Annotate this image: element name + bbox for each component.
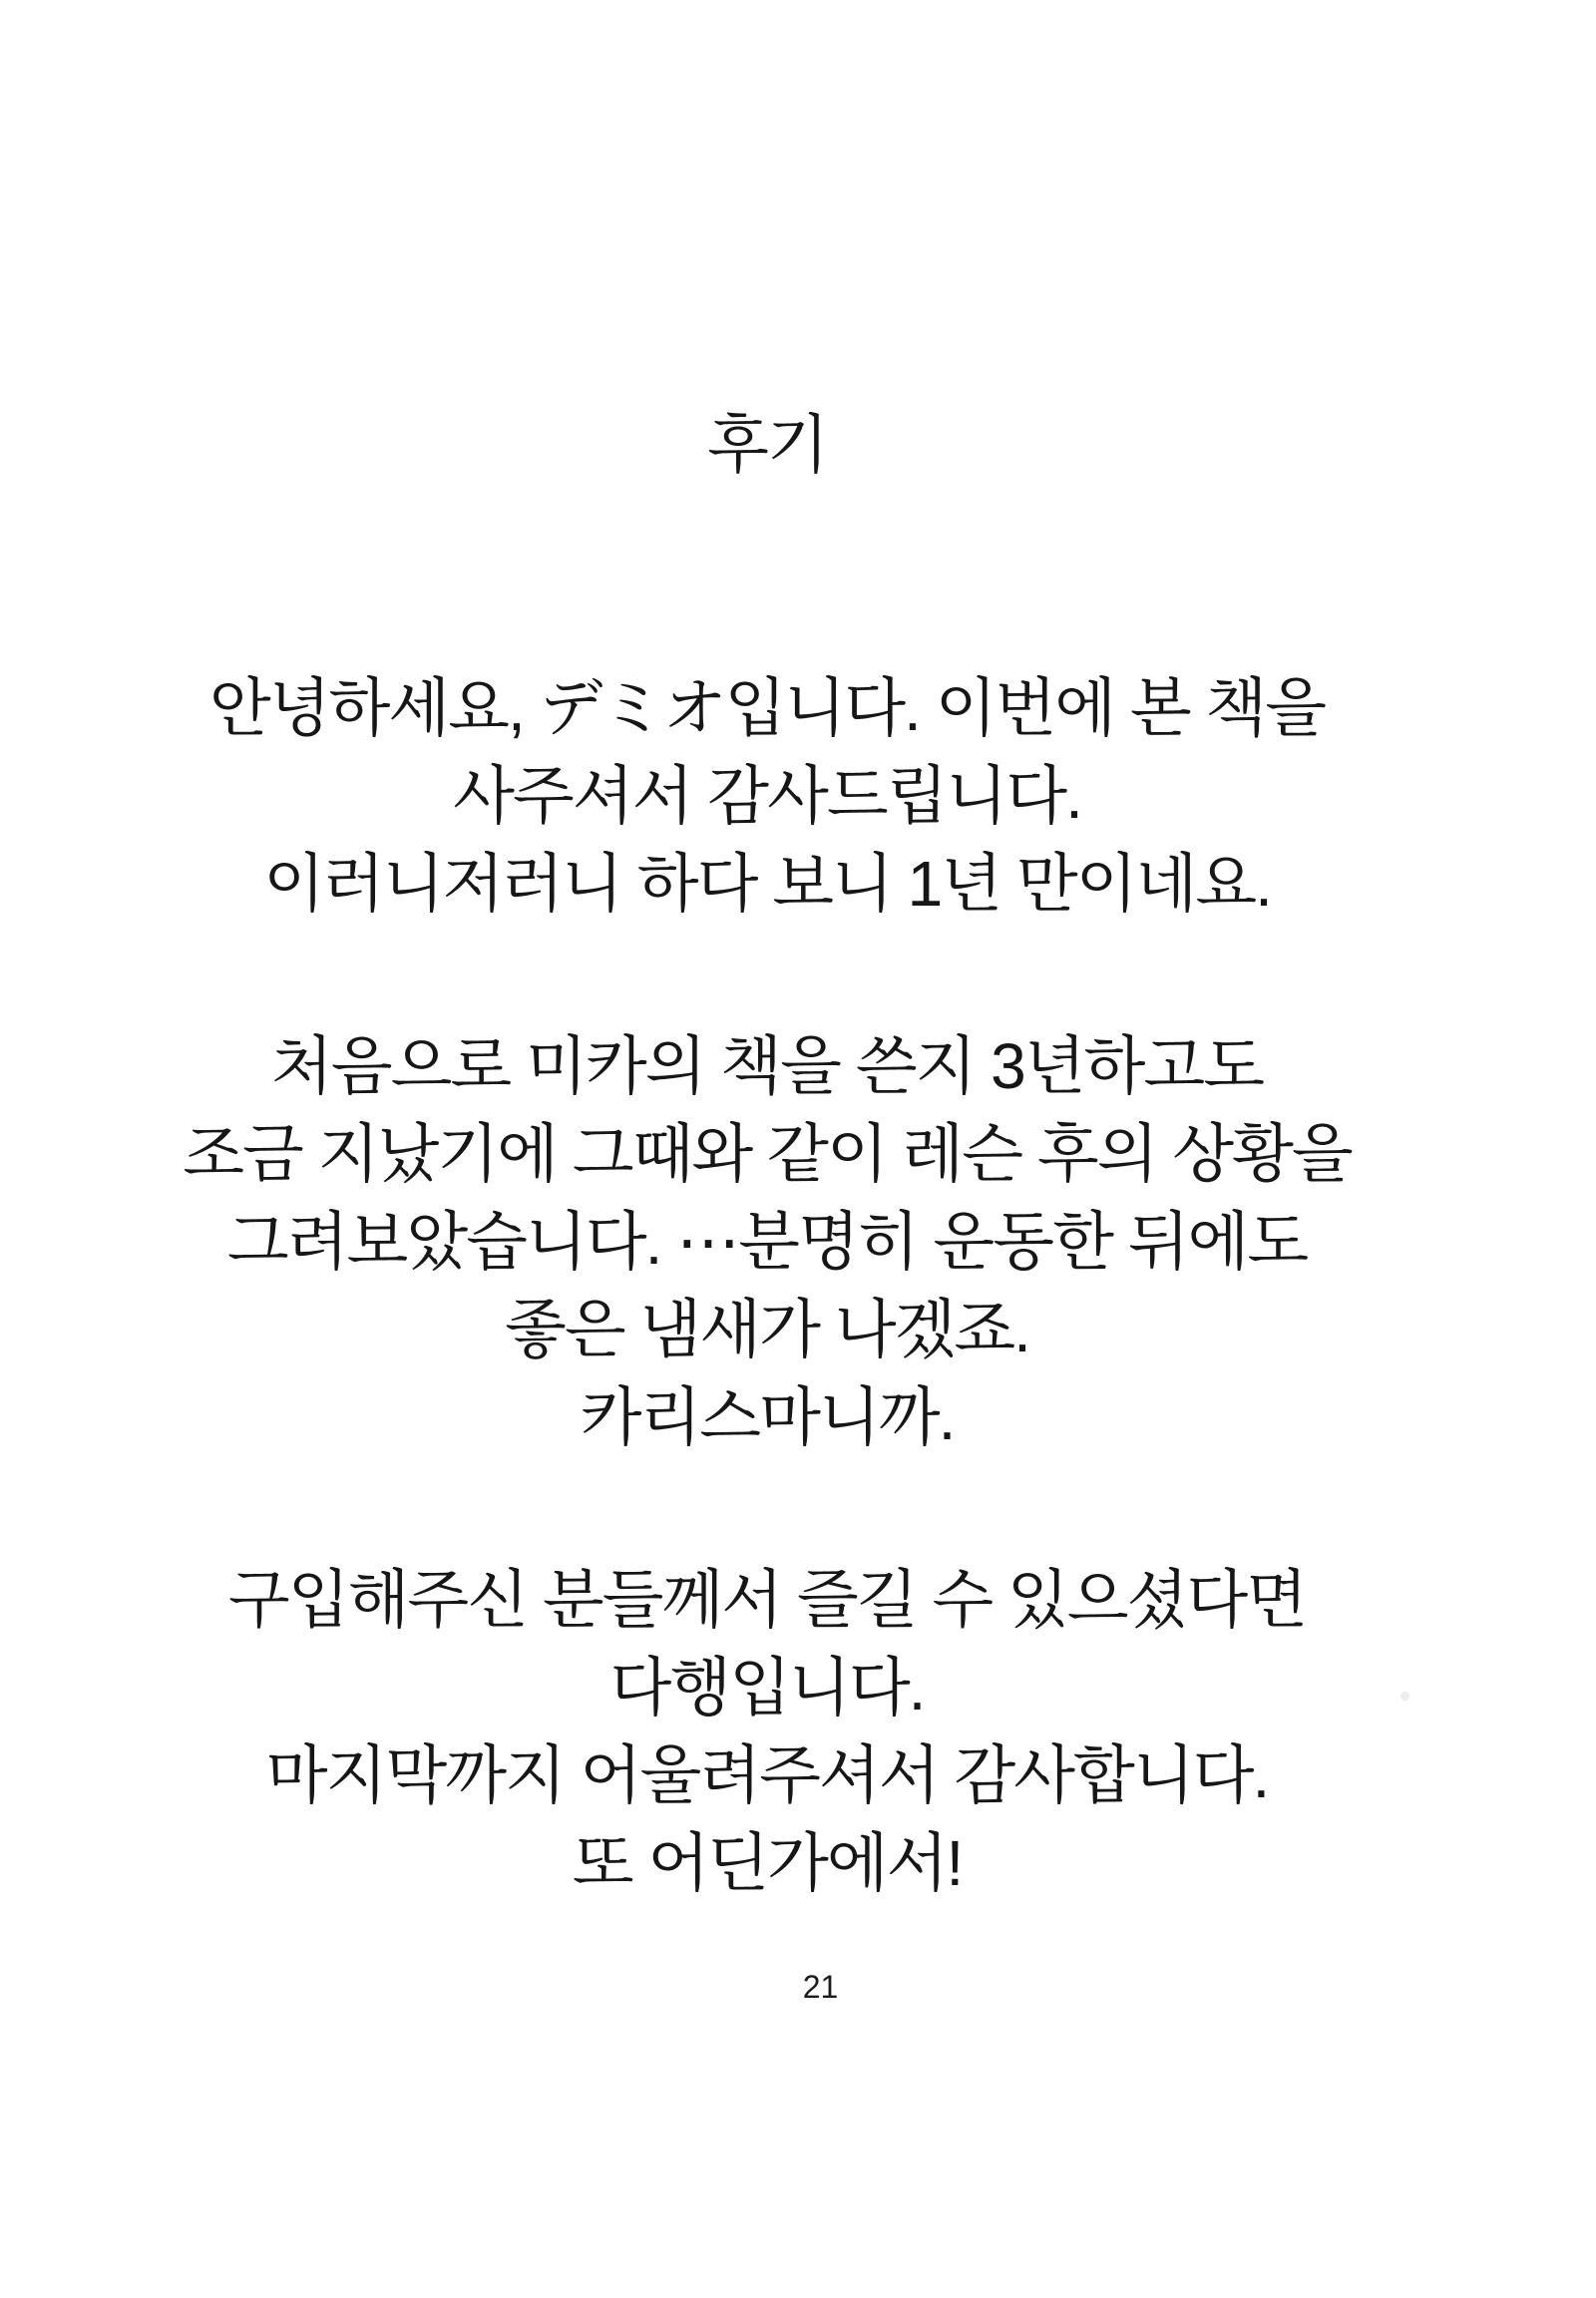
text-line: 안녕하세요, デミオ입니다. 이번에 본 책을 bbox=[208, 672, 1326, 744]
afterword-body bbox=[0, 664, 1534, 1907]
paragraph bbox=[0, 664, 1534, 928]
text-line: 다행입니다. bbox=[609, 1652, 925, 1724]
afterword-text-block bbox=[0, 225, 1534, 2083]
text-line: 구입해주신 분들께서 즐길 수 있으셨다면 bbox=[227, 1564, 1307, 1636]
text-line: 조금 지났기에 그때와 같이 레슨 후의 상황을 bbox=[183, 1118, 1352, 1190]
text-line: 처음으로 미카의 책을 쓴지 3년하고도 bbox=[270, 1030, 1264, 1102]
text-line: 이러니저러니 하다 보니 1년 만이네요. bbox=[263, 848, 1271, 920]
text-line: 그려보았습니다. ⋯분명히 운동한 뒤에도 bbox=[226, 1206, 1308, 1278]
scan-artifact-dot bbox=[1400, 1692, 1409, 1701]
paragraph bbox=[0, 1556, 1534, 1907]
text-line: 카리스마니까. bbox=[580, 1381, 955, 1453]
paragraph bbox=[0, 1022, 1534, 1461]
text-line: 좋은 냄새가 나겠죠. bbox=[505, 1294, 1029, 1365]
page-number: 21 bbox=[802, 1969, 839, 2005]
text-line: 사주셔서 감사드립니다. bbox=[453, 760, 1081, 832]
text-line: 또 어딘가에서! bbox=[572, 1827, 963, 1899]
text-line: 마지막까지 어울려주셔서 감사합니다. bbox=[265, 1739, 1269, 1811]
afterword-title: 후기 bbox=[707, 409, 827, 481]
